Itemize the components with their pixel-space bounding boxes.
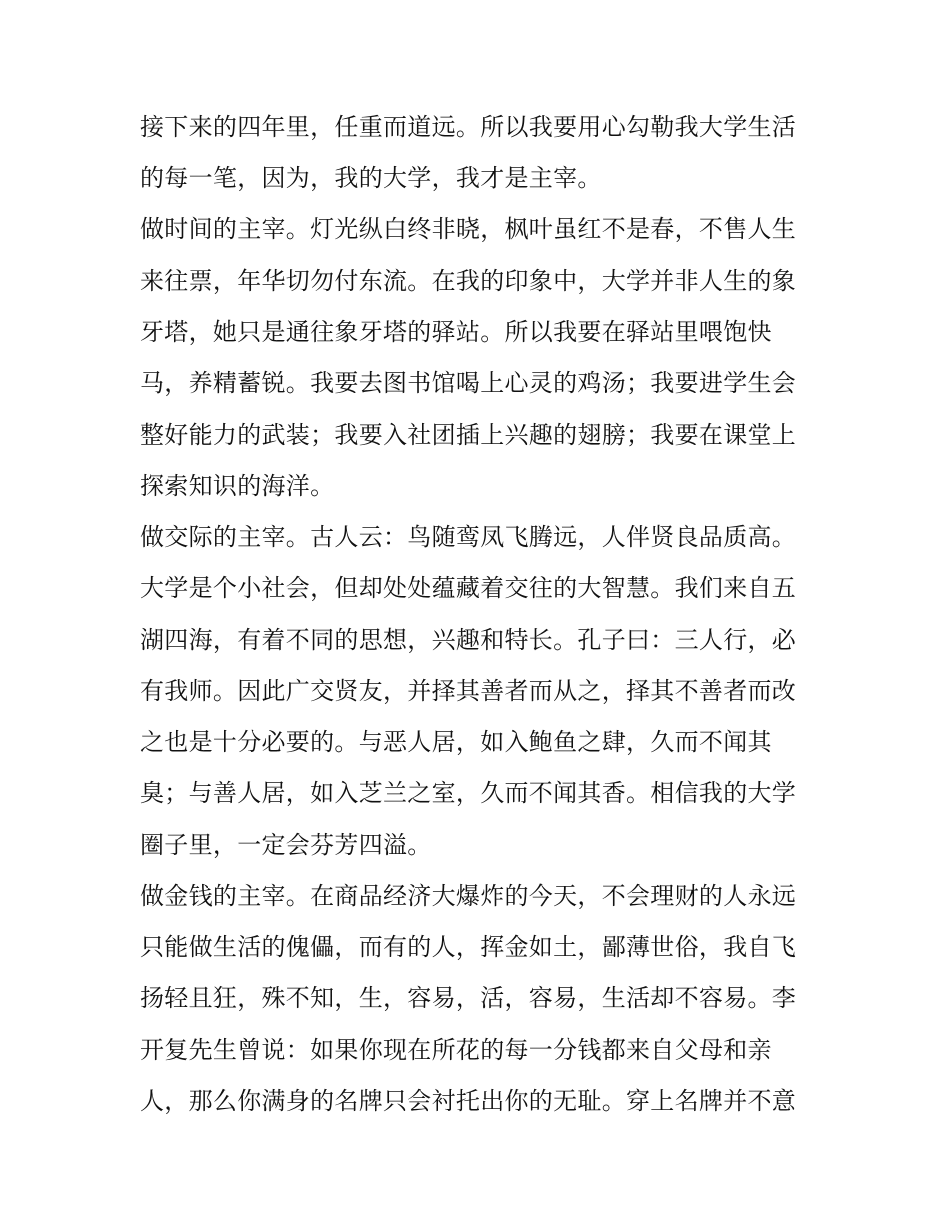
text-line: 牙塔，她只是通往象牙塔的驿站。所以我要在驿站里喂饱快 <box>140 318 772 346</box>
text-line: 整好能力的武装；我要入社团插上兴趣的翅膀；我要在课堂上 <box>140 421 797 449</box>
text-line: 来往票，年华切勿付东流。在我的印象中，大学并非人生的象 <box>140 267 797 295</box>
text-line: 臭；与善人居，如入芝兰之室，久而不闻其香。相信我的大学 <box>140 779 797 807</box>
text-line: 之也是十分必要的。与恶人居，如入鲍鱼之肆，久而不闻其 <box>140 728 772 756</box>
text-line: 圈子里，一定会芬芳四溢。 <box>140 831 432 859</box>
text-line: 大学是个小社会，但却处处蕴藏着交往的大智慧。我们来自五 <box>140 574 797 602</box>
text-line: 的每一笔，因为，我的大学，我才是主宰。 <box>140 164 602 192</box>
text-line: 有我师。因此广交贤友，并择其善者而从之，择其不善者而改 <box>140 677 797 705</box>
text-line: 马，养精蓄锐。我要去图书馆喝上心灵的鸡汤；我要进学生会 <box>140 369 797 397</box>
text-line: 做时间的主宰。灯光纵白终非晓，枫叶虽红不是春，不售人生 <box>140 215 797 243</box>
text-line: 扬轻且狂，殊不知，生，容易，活，容易，生活却不容易。李 <box>140 984 797 1012</box>
text-line: 只能做生活的傀儡，而有的人，挥金如土，鄙薄世俗，我自飞 <box>140 933 797 961</box>
text-line: 开复先生曾说：如果你现在所花的每一分钱都来自父母和亲 <box>140 1036 772 1064</box>
text-line: 做金钱的主宰。在商品经济大爆炸的今天，不会理财的人永远 <box>140 882 797 910</box>
text-line: 人，那么你满身的名牌只会衬托出你的无耻。穿上名牌并不意 <box>140 1087 797 1115</box>
text-line: 接下来的四年里，任重而道远。所以我要用心勾勒我大学生活 <box>140 113 797 141</box>
text-line: 探索知识的海洋。 <box>140 472 335 500</box>
text-line: 湖四海，有着不同的思想，兴趣和特长。孔子曰：三人行，必 <box>140 626 797 654</box>
text-line: 做交际的主宰。古人云：鸟随鸾凤飞腾远，人伴贤良品质高。 <box>140 523 797 551</box>
